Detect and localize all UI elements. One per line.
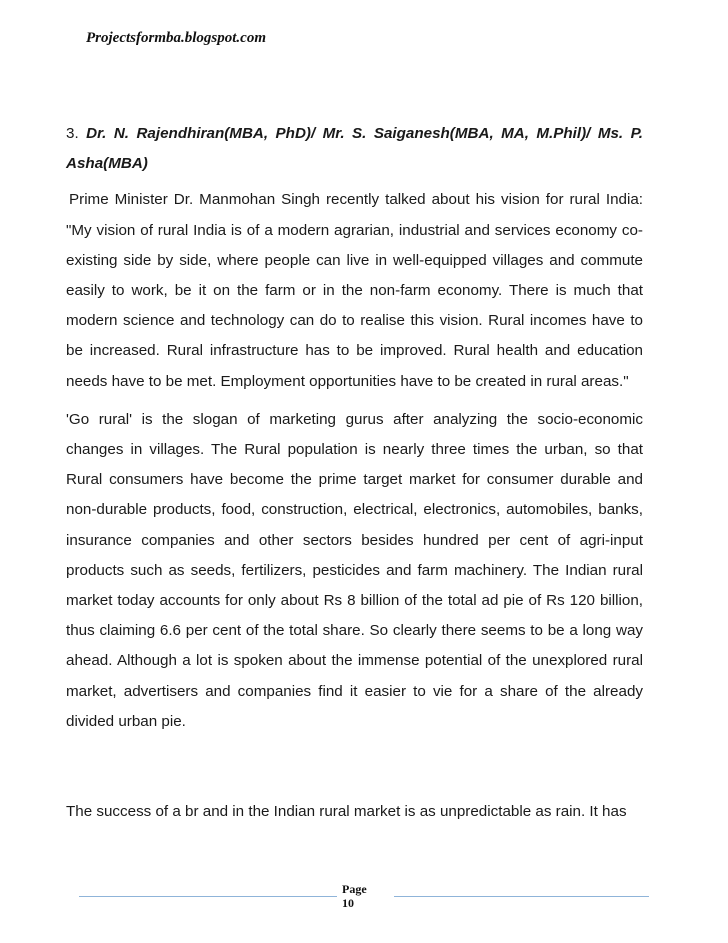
- footer-divider-left: [79, 896, 337, 897]
- document-body: [66, 119, 643, 827]
- author-names: Dr. N. Rajendhiran(MBA, PhD)/ Mr. S. Saiganesh(MBA, MA, M.Phil)/ Ms. P. Asha(MBA): [66, 125, 643, 173]
- page-number: [342, 882, 382, 910]
- page-label-text: Page: [342, 882, 367, 896]
- paragraph: 'Go rural' is the slogan of marketing gurus after analyzing the socio-economic changes in villages. The Rural population is nearly three times the urban, so that Rural consumers have become the prime target market for consumer durable and non-durable products, food, construction, electrical, electronics, automobiles, banks, insurance companies and other sectors besides hundred per cent of agri-input products such as seeds, fertilizers, pesticides and farm machinery. The Indian rural market today accounts for only about Rs 8 billion of the total ad pie of Rs 120 billion, thus claiming 6.6 per cent of the total share. So clearly there seems to be a long way ahead. Although a lot is spoken about the immense potential of the unexplored rural market, advertisers and companies find it easier to vie for a share of the already divided urban pie.: [66, 410, 643, 730]
- author-line: [66, 119, 643, 179]
- paragraph: The success of a br and in the Indian rural market is as unpredictable as rain. It has: [66, 803, 627, 821]
- page-number-value: 10: [342, 896, 354, 910]
- section-number: 3.: [66, 125, 79, 142]
- footer-divider-right: [394, 896, 649, 897]
- paragraph: Prime Minister Dr. Manmohan Singh recently talked about his vision for rural India: "My vision of rural India is of a modern agrarian, industrial and services economy co-existing side by side, where people can live in well-equipped villages and commute easily to work, be it on the farm or in the non-farm economy. There is much that modern science and technology can do to realise this vision. Rural incomes have to be increased. Rural infrastructure has to be improved. Rural health and education needs have to be met. Employment opportunities have to be created in rural areas.": [66, 191, 643, 390]
- blog-header: Projectsformba.blogspot.com: [86, 30, 266, 46]
